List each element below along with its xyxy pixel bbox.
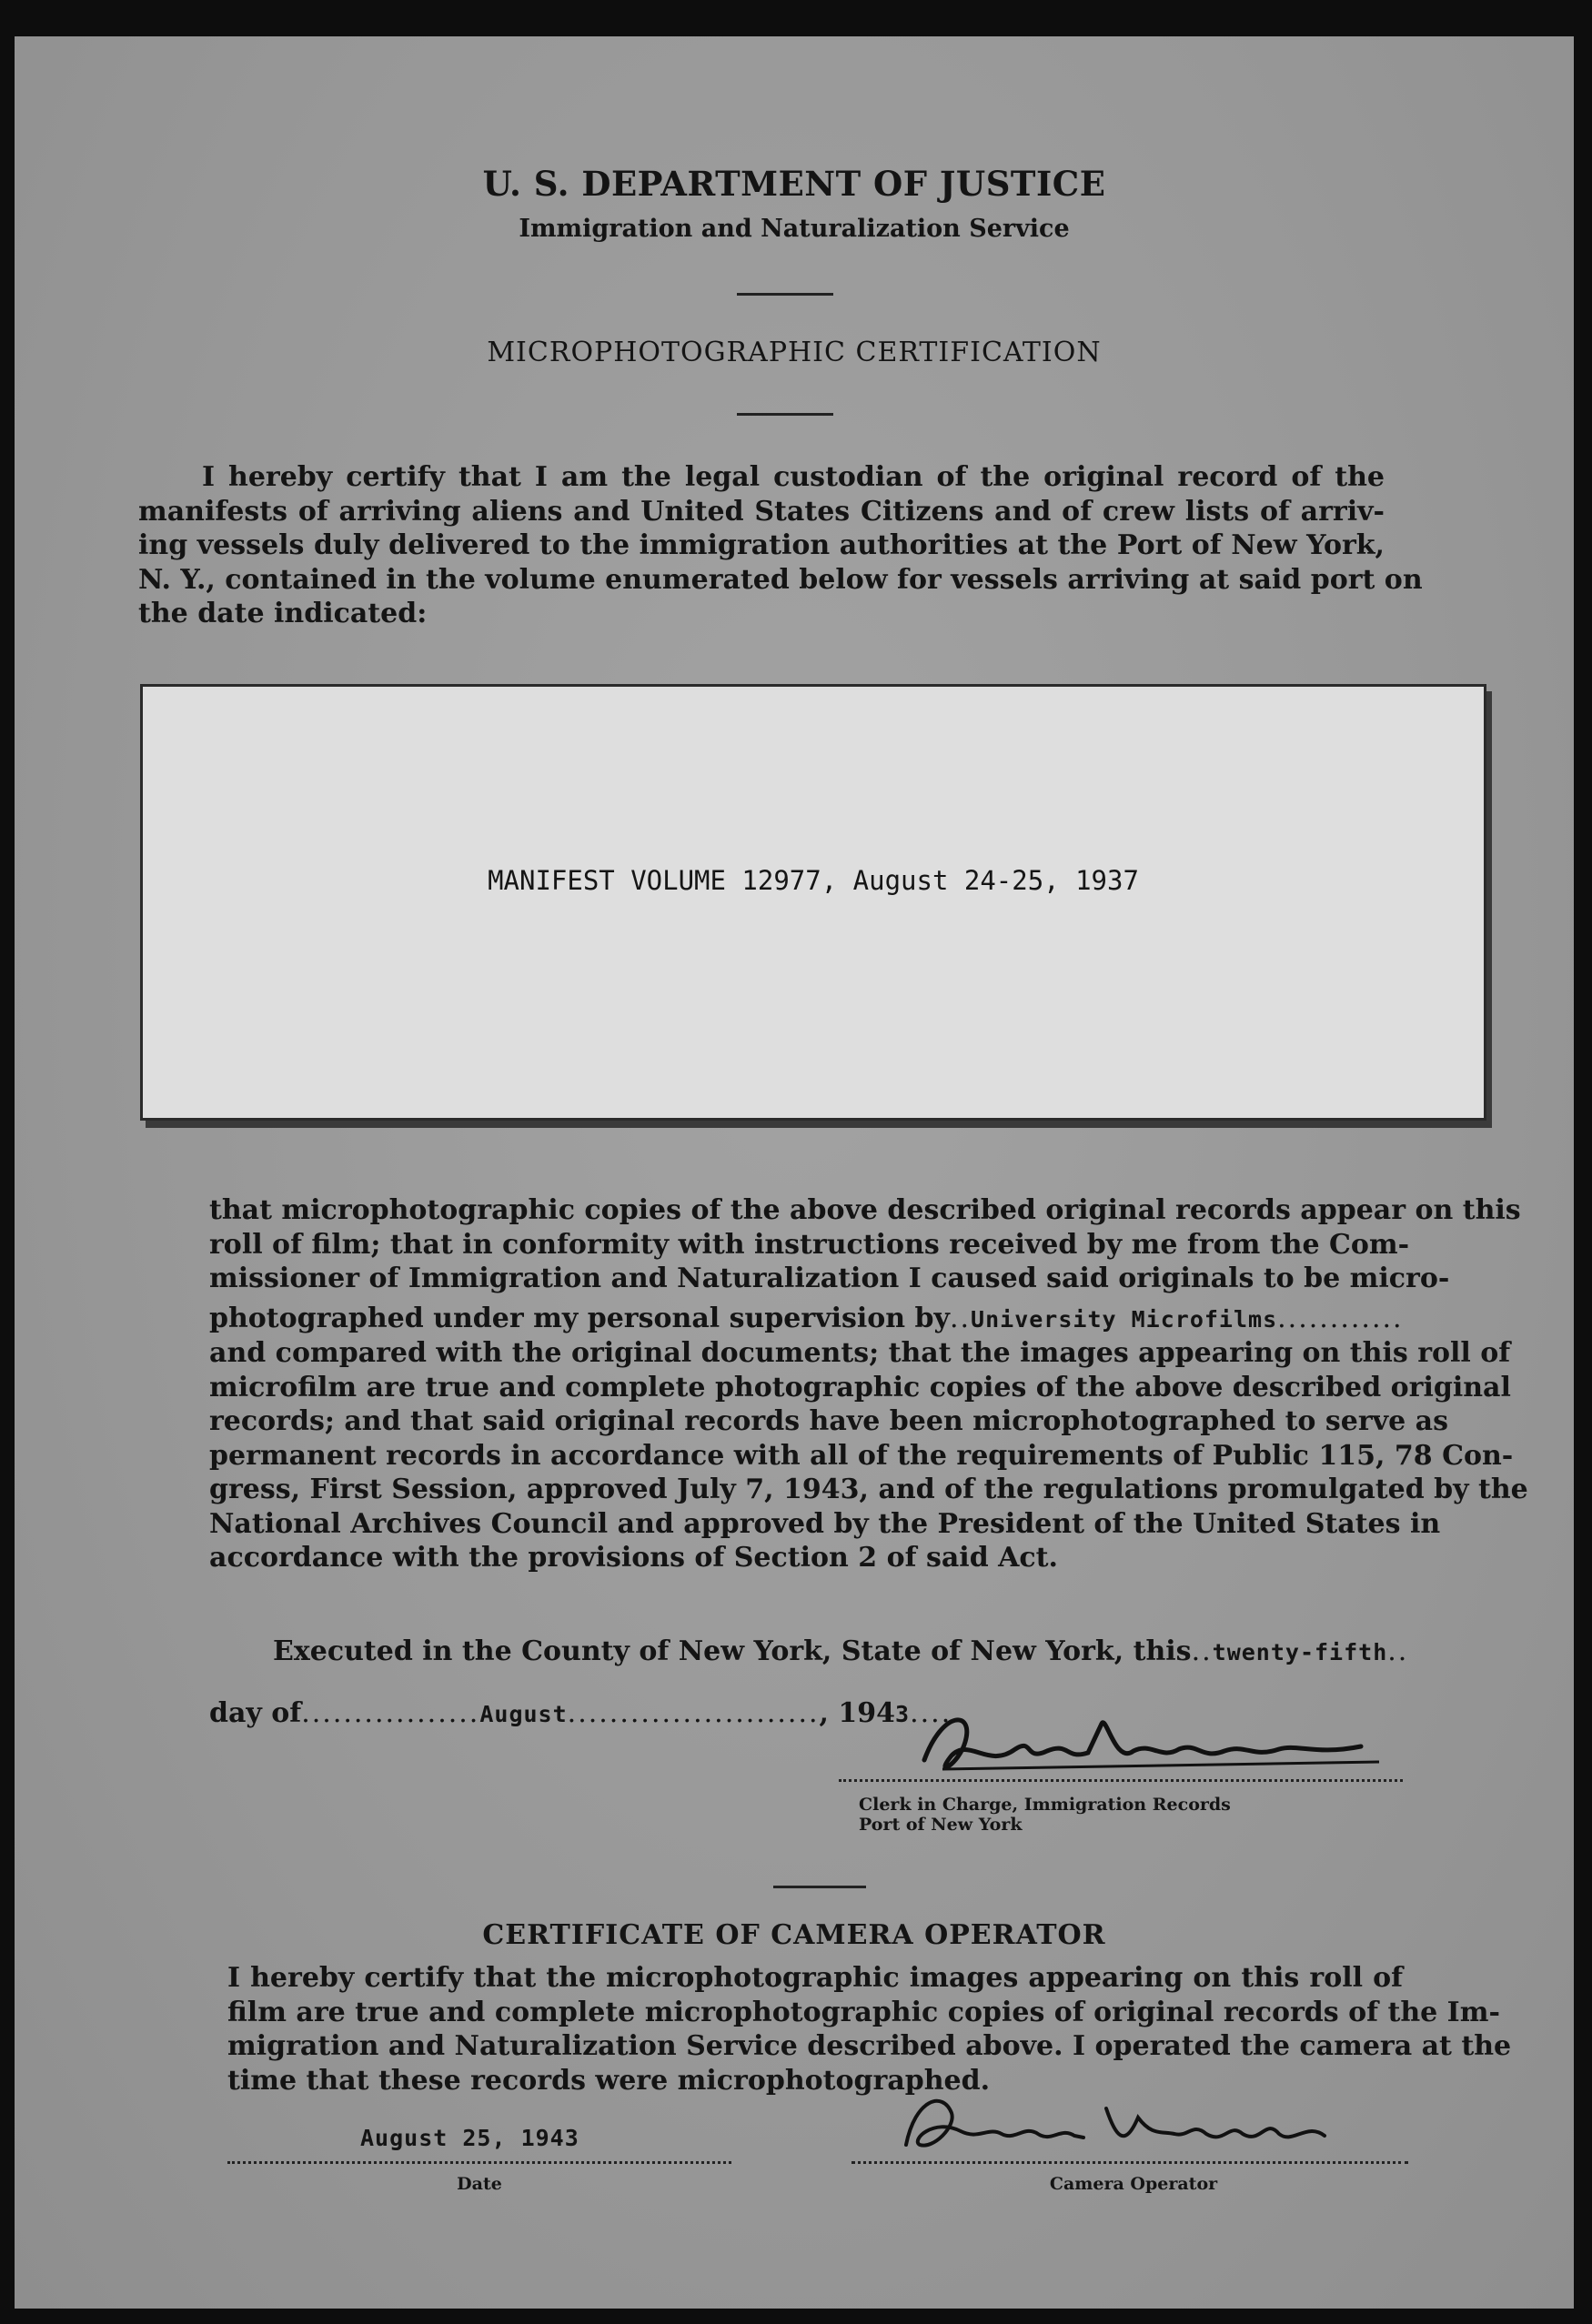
- photographed-by-line: photographed under my personal supervision by..University Microfilms............: [209, 1302, 1404, 1334]
- intro-line: N. Y., contained in the volume enumerated below for vessels arriving at said port on: [138, 563, 1423, 596]
- clerk-title: Clerk in Charge, Immigration Records: [859, 1795, 1231, 1815]
- date-line: [227, 2161, 731, 2164]
- day-of-label: day of: [209, 1697, 302, 1729]
- clerk-location: Port of New York: [859, 1815, 1023, 1835]
- divider: [737, 293, 833, 296]
- intro-line: I hereby certify that I am the legal custodian of the original record of the: [202, 461, 1385, 493]
- executed-prefix: Executed in the County of New York, State of New York, this: [273, 1635, 1192, 1667]
- execution-month: August: [479, 1701, 568, 1727]
- operator-line: I hereby certify that the microphotographic images appearing on this roll of: [227, 1962, 1403, 1994]
- camera-operator-title: CERTIFICATE OF CAMERA OPERATOR: [482, 1919, 1106, 1951]
- intro-line: the date indicated:: [138, 598, 428, 629]
- body-line: microfilm are true and complete photographic copies of the above described original: [209, 1371, 1511, 1403]
- divider: [773, 1886, 866, 1888]
- photographed-prefix: photographed under my personal supervision by: [209, 1302, 950, 1334]
- intro-paragraph: [138, 460, 1423, 631]
- certification-title: MICROPHOTOGRAPHIC CERTIFICATION: [487, 337, 1102, 368]
- executed-line: Executed in the County of New York, State of New York, this..twenty-fifth..: [273, 1635, 1409, 1667]
- body-line: gress, First Session, approved July 7, 1943, and of the regulations promulgated by the: [209, 1474, 1528, 1505]
- operator-signature-line: [851, 2161, 1408, 2164]
- body-line: and compared with the original documents; that the images appearing on this roll of: [209, 1337, 1511, 1369]
- operator-date-value: August 25, 1943: [360, 2125, 579, 2151]
- camera-operator-label: Camera Operator: [1049, 2174, 1218, 2194]
- day-of-line: day of.................August........................, 1943....: [209, 1697, 952, 1729]
- year-prefix: , 194: [819, 1697, 896, 1729]
- operator-line: time that these records were microphotographed.: [227, 2064, 991, 2097]
- year-digit: 3: [895, 1701, 911, 1727]
- operator-signature: [879, 2081, 1370, 2163]
- body-line: National Archives Council and approved by the President of the United States in: [209, 1507, 1441, 1540]
- operator-line: film are true and complete microphotographic copies of original records of the Im-: [227, 1996, 1500, 2028]
- operator-line: migration and Naturalization Service described above. I operated the camera at the: [227, 2030, 1512, 2062]
- department-heading: U. S. DEPARTMENT OF JUSTICE: [482, 164, 1106, 204]
- body-line: missioner of Immigration and Naturalization I caused said originals to be micro-: [209, 1263, 1450, 1294]
- execution-day: twenty-fifth: [1212, 1639, 1388, 1665]
- certificate-sheet: [15, 36, 1574, 2309]
- body-line: records; and that said original records have been microphotographed to serve as: [209, 1405, 1448, 1437]
- manifest-volume-text: MANIFEST VOLUME 12977, August 24-25, 1937: [488, 865, 1139, 896]
- intro-line: ing vessels duly delivered to the immigration authorities at the Port of New York,: [138, 529, 1385, 561]
- photographer-name: University Microfilms: [971, 1305, 1278, 1333]
- service-subheading: Immigration and Naturalization Service: [519, 215, 1070, 243]
- divider: [737, 413, 833, 416]
- clerk-signature-line: [839, 1779, 1403, 1782]
- clerk-caption: [859, 1795, 1231, 1835]
- manifest-volume-box: [140, 684, 1486, 1121]
- date-label: Date: [457, 2174, 502, 2194]
- intro-line: manifests of arriving aliens and United States Citizens and of crew lists of arriv-: [138, 495, 1385, 528]
- body-line: that microphotographic copies of the above described original records appear on this: [209, 1194, 1521, 1226]
- body-paragraph: [209, 1193, 1528, 1575]
- body-line: roll of film; that in conformity with instructions received by me from the Com-: [209, 1228, 1410, 1261]
- camera-operator-paragraph: [227, 1961, 1512, 2098]
- clerk-signature: [888, 1705, 1397, 1787]
- body-line: permanent records in accordance with all of the requirements of Public 115, 78 Con-: [209, 1439, 1514, 1472]
- body-line: accordance with the provisions of Section 2 of said Act.: [209, 1542, 1058, 1574]
